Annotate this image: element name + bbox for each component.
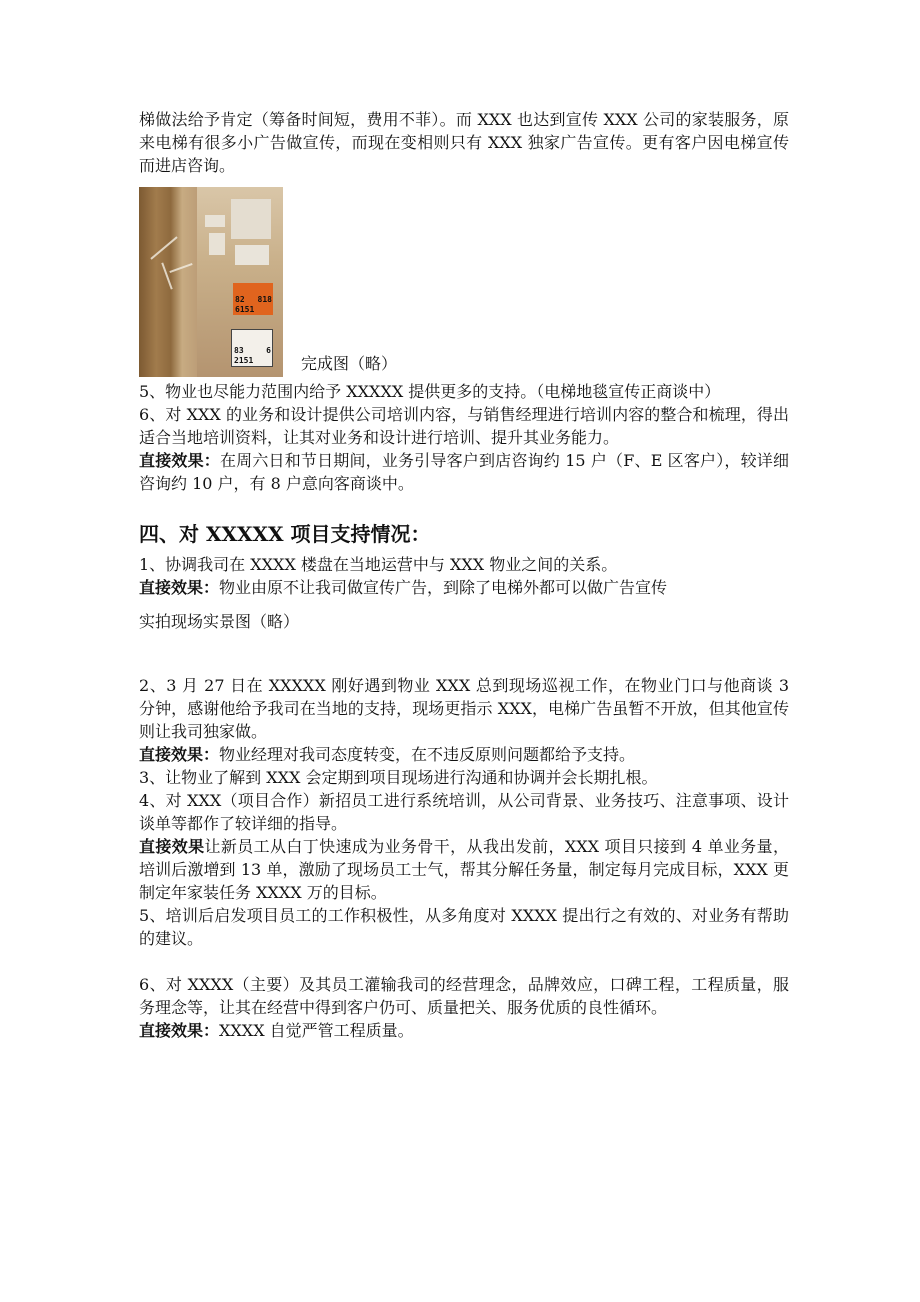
photo-notice (209, 233, 225, 255)
photo-row (139, 187, 789, 377)
s4-item-2: 2、3 月 27 日在 XXXXX 刚好遇到物业 XXX 总到现场巡视工作，在物业门口与他商谈 3 分钟，感谢他给予我司在当地的支持，现场更指示 XXX，电梯广告虽暂不开放，但其他宣传则让我司独家做。 (139, 676, 789, 741)
s4-effect-6 (139, 1019, 789, 1042)
item-6: 6、对 XXX 的业务和设计提供公司培训内容，与销售经理进行培训内容的整合和梳理，得出适合当地培训资料，让其对业务和设计进行培训、提升其业务能力。 (139, 405, 789, 447)
effect-paragraph (139, 449, 789, 495)
s4-effect-2-label: 直接效果： (139, 745, 220, 764)
photo-note: 实拍现场实景图（略） (139, 612, 300, 631)
s4-effect-1 (139, 576, 789, 599)
s4-effect-1-text: 物业由原不让我司做宣传广告，到除了电梯外都可以做广告宣传 (219, 578, 668, 597)
s4-effect-1-label: 直接效果： (139, 578, 220, 597)
s4-effect-6-label: 直接效果： (139, 1021, 220, 1040)
photo-notice (205, 215, 225, 227)
s4-item-6: 6、对 XXXX（主要）及其员工灌输我司的经营理念，品牌效应，口碑工程，工程质量，服务理念等，让其在经营中得到客户仍可、质量把关、服务优质的良性循环。 (139, 975, 789, 1017)
photo-scribble (169, 263, 192, 273)
s4-effect-2 (139, 743, 789, 766)
photo-scribble (150, 236, 177, 259)
photo-sign (233, 283, 273, 315)
s4-effect-6-text: XXXX 自觉严管工程质量。 (219, 1021, 414, 1040)
s4-effect-2-text: 物业经理对我司态度转变，在不违反原则问题都给予支持。 (219, 745, 636, 764)
photo-notice (235, 245, 269, 265)
spacer (139, 633, 789, 674)
photo-sign-text: 82 818 6151 (235, 295, 272, 314)
s4-item-4: 4、对 XXX（项目合作）新招员工进行系统培训，从公司背景、业务技巧、注意事项、设计谈单等都作了较详细的指导。 (139, 791, 789, 833)
elevator-photo (139, 187, 283, 377)
s4-effect-4-label: 直接效果 (139, 837, 205, 856)
spacer (139, 950, 789, 973)
section-heading: 四、对 XXXXX 项目支持情况： (139, 522, 431, 546)
s4-effect-4-text: 让新员工从白丁快速成为业务骨干，从我出发前，XXX 项目只接到 4 单业务量，培训后激增到 13 单，激励了现场员工士气，帮其分解任务量，制定每月完成目标，XXX 更制定年家装任务 XXXX 万的目标。 (139, 837, 789, 902)
s4-effect-4 (139, 835, 789, 904)
effect-label: 直接效果： (139, 451, 220, 470)
item-5: 5、物业也尽能力范围内给予 XXXXX 提供更多的支持。（电梯地毯宣传正商谈中） (139, 382, 721, 401)
s4-item-3: 3、让物业了解到 XXX 会定期到项目现场进行沟通和协调并会长期扎根。 (139, 768, 658, 787)
photo-caption: 完成图（略） (301, 354, 398, 373)
s4-item-1: 1、协调我司在 XXXX 楼盘在当地运营中与 XXX 物业之间的关系。 (139, 555, 618, 574)
intro-paragraph: 梯做法给予肯定（筹备时间短，费用不菲）。而 XXX 也达到宣传 XXX 公司的家装服务，原来电梯有很多小广告做宣传，而现在变相则只有 XXX 独家广告宣传。更有客户因电梯宣传而进店咨询。 (139, 110, 789, 175)
document-page (139, 108, 789, 1042)
photo-notice (231, 199, 271, 239)
s4-item-5: 5、培训后启发项目员工的工作积极性，从多角度对 XXXX 提出行之有效的、对业务有帮助的建议。 (139, 906, 789, 948)
effect-text: 在周六日和节日期间，业务引导客户到店咨询约 15 户（F、E 区客户），较详细咨询约 10 户，有 8 户意向客商谈中。 (139, 451, 789, 493)
photo-scribble (161, 263, 172, 290)
photo-sign-2 (231, 329, 273, 367)
photo-sign-2-text: 83 6 2151 (234, 346, 271, 365)
spacer (139, 599, 789, 610)
